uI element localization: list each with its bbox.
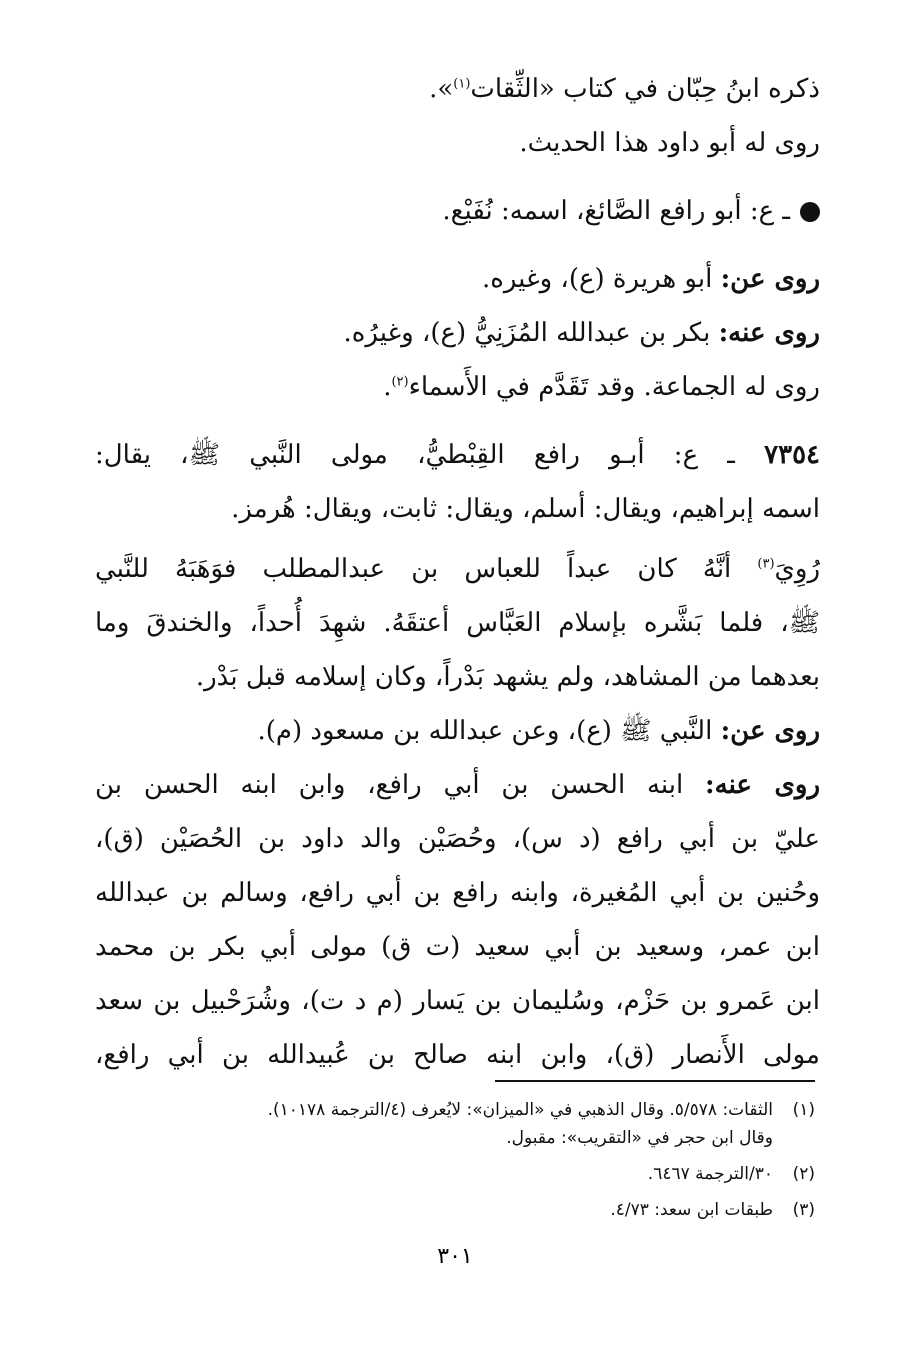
text-line: بعدهما من المشاهد، ولم يشهد بَدْراً، وكان إسلامه قبل بَدْر. bbox=[195, 662, 820, 692]
footnote-divider bbox=[495, 1080, 815, 1082]
text-line: اسمه إبراهيم، ويقال: أسلم، ويقال: ثابت، ويقال: هُرمز. bbox=[231, 494, 820, 524]
footnote-ref: (٣) bbox=[757, 556, 775, 572]
entry-number: ٧٣٥٤ bbox=[764, 440, 820, 470]
text-line: ابن عمر، وسعيد بن أبي سعيد (ت ق) مولى أبي بكر بن محمد bbox=[95, 932, 820, 962]
footnote-ref: (٢) bbox=[391, 374, 409, 390]
bullet-icon bbox=[800, 202, 820, 222]
narrated-by: روى عنه: بكر بن عبدالله المُزَنِيُّ (ع)، وغيرُه. bbox=[343, 318, 820, 348]
text-line: روى له أبو داود هذا الحديث. bbox=[519, 128, 820, 158]
footnote: (٣) طبقات ابن سعد: ٤/٧٣. bbox=[610, 1200, 815, 1220]
entry-heading: ٧٣٥٤ ـ ع: أبـو رافع القِبْطيُّ، مولى النَّبي ﷺ، يقال: bbox=[95, 440, 820, 470]
text-line: ذكره ابنُ حِبّان في كتاب «الثِّقات$^{(١)}$». bbox=[429, 74, 820, 104]
text-line: ابن عَمرو بن حَزْم، وسُليمان بن يَسار (م د ت)، وشُرَحْبيل بن سعد bbox=[95, 986, 820, 1016]
text-line: عليّ بن أبي رافع (د س)، وحُصَيْن والد داود بن الحُصَيْن (ق)، bbox=[95, 824, 820, 854]
footnote: (١) الثقات: ٥/٥٧٨. وقال الذهبي في «الميزان»: لايُعرف (٤/الترجمة ١٠١٧٨). وقال ابن حجر في «التقريب»: مقبول. bbox=[267, 1100, 815, 1148]
main-text bbox=[95, 62, 820, 1082]
text-line: ﷺ، فلما بَشَّره بإسلام العَبَّاس أعتقَهُ. شهِدَ أُحداً، والخندقَ وما bbox=[95, 608, 820, 638]
footnote: (٢) ٣٠/الترجمة ٦٤٦٧. bbox=[647, 1164, 815, 1184]
text-line: روى له الجماعة. وقد تَقَدَّم في الأَسماء$^{(٢)}$. bbox=[383, 372, 820, 402]
footnotes bbox=[90, 1096, 815, 1232]
text-line: وحُنين بن أبي المُغيرة، وابنه رافع بن أبي رافع، وسالم بن عبدالله bbox=[95, 878, 820, 908]
text-line: مولى الأَنصار (ق)، وابن ابنه صالح بن عُبيدالله بن أبي رافع، bbox=[95, 1040, 820, 1070]
text-line: رُوِيَ$^{(٣)}$ أنَّهُ كان عبداً للعباس بن عبدالمطلب فوَهَبَهُ للنَّبي bbox=[95, 554, 820, 584]
narrated-from: روى عن: النَّبي ﷺ (ع)، وعن عبدالله بن مسعود (م). bbox=[257, 716, 820, 746]
narrated-by: روى عنه: ابنه الحسن بن أبي رافع، وابن ابنه الحسن بن bbox=[95, 770, 821, 800]
entry-heading: ـ ع: أبو رافع الصَّائغ، اسمه: نُفَيْع. bbox=[95, 184, 820, 238]
page-number: ٣٠١ bbox=[437, 1244, 473, 1269]
footnote-ref: (١) bbox=[453, 76, 471, 92]
narrated-from: روى عن: أبو هريرة (ع)، وغيره. bbox=[481, 264, 820, 294]
